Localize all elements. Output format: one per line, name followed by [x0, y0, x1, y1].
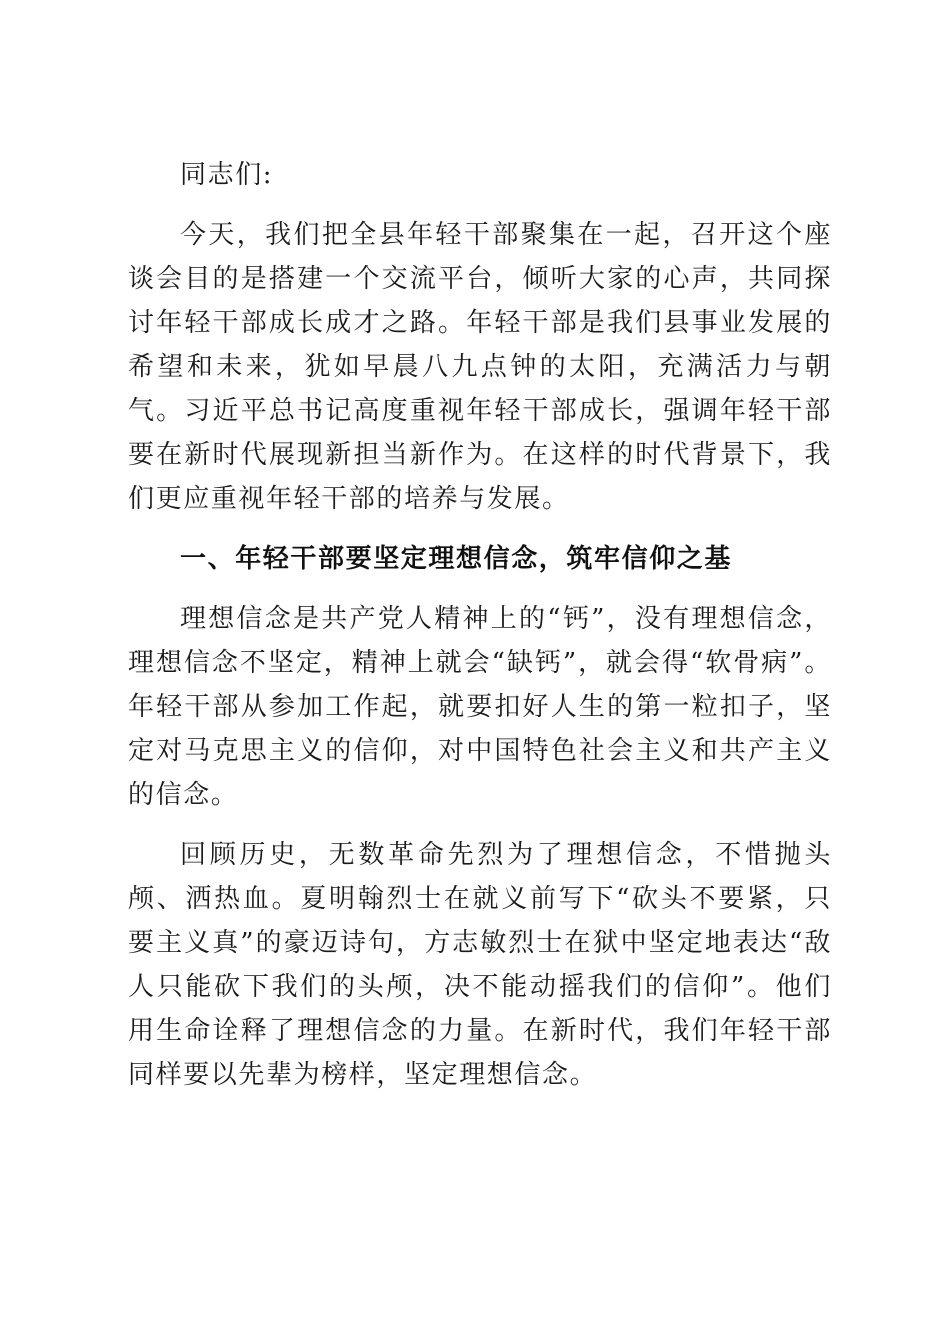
intro-paragraph: 今天，我们把全县年轻干部聚集在一起，召开这个座谈会目的是搭建一个交流平台，倾听大家的心声，共同探讨年轻干部成长成才之路。年轻干部是我们县事业发展的希望和未来，犹如早晨八九点钟的太阳，充满活力与朝气。习近平总书记高度重视年轻干部成长，强调年轻干部要在新时代展现新担当新作为。在这样的时代背景下，我们更应重视年轻干部的培养与发展。 [128, 220, 832, 514]
document-body [128, 153, 832, 1113]
greeting: 同志们: [180, 160, 274, 190]
section-paragraph: 理想信念是共产党人精神上的“钙”，没有理想信念，理想信念不坚定，精神上就会“缺钙”，就会得“软骨病”。年轻干部从参加工作起，就要扣好人生的第一粒扣子，坚定对马克思主义的信仰，对中国特色社会主义和共产主义的信念。 [128, 604, 832, 810]
section-heading: 一、年轻干部要坚定理想信念，筑牢信仰之基 [180, 544, 733, 574]
section-paragraph: 回顾历史，无数革命先烈为了理想信念，不惜抛头颅、洒热血。夏明翰烈士在就义前写下“砍头不要紧，只要主义真”的豪迈诗句，方志敏烈士在狱中坚定地表达“敌人只能砍下我们的头颅，决不能动摇我们的信仰”。他们用生命诠释了理想信念的力量。在新时代，我们年轻干部同样要以先辈为榜样，坚定理想信念。 [128, 840, 832, 1090]
